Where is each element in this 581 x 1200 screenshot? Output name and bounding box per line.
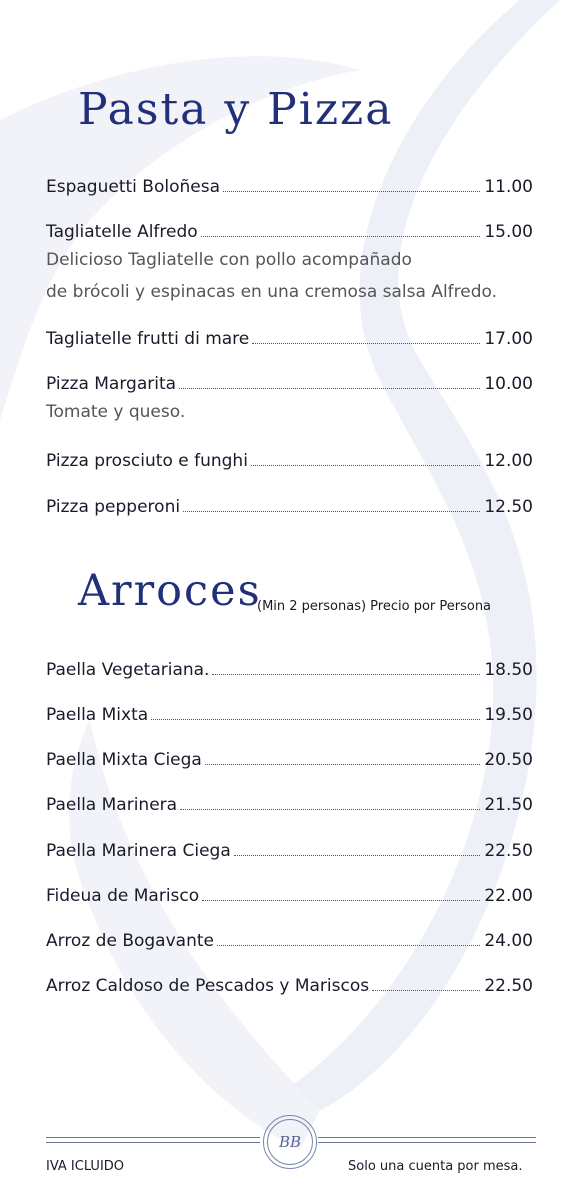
- item-name: Tagliatelle Alfredo: [46, 222, 198, 242]
- item-name: Pizza pepperoni: [46, 497, 181, 517]
- leader-dots: [205, 764, 480, 765]
- item-price: 18.50: [484, 660, 533, 680]
- leader-dots: [252, 343, 480, 344]
- item-name: Paella Mixta Ciega: [46, 750, 202, 770]
- item-name: Paella Mixta: [46, 705, 149, 725]
- leader-dots: [217, 945, 480, 946]
- leader-dots: [251, 465, 480, 466]
- item-price: 12.00: [484, 451, 533, 471]
- item-price: 22.50: [484, 841, 533, 861]
- section-title-pasta: Pasta y Pizza: [78, 84, 394, 135]
- menu-item: [46, 369, 533, 395]
- item-name: Tagliatelle frutti di mare: [46, 329, 250, 349]
- menu-item: [46, 324, 533, 350]
- item-price: 24.00: [484, 931, 533, 951]
- footer-divider-left: [46, 1142, 260, 1143]
- item-name: Pizza prosciuto e funghi: [46, 451, 248, 471]
- leader-dots: [372, 990, 480, 991]
- item-price: 17.00: [484, 329, 533, 349]
- item-description: Delicioso Tagliatelle con pollo acompañado: [46, 250, 412, 270]
- item-price: 12.50: [484, 497, 533, 517]
- menu-item: [46, 217, 533, 243]
- menu-item: [46, 881, 533, 907]
- item-name: Pizza Margarita: [46, 374, 177, 394]
- item-price: 20.50: [484, 750, 533, 770]
- item-name: Arroz Caldoso de Pescados y Mariscos: [46, 976, 370, 996]
- item-name: Arroz de Bogavante: [46, 931, 214, 951]
- leader-dots: [183, 511, 480, 512]
- item-price: 15.00: [484, 222, 533, 242]
- item-price: 19.50: [484, 705, 533, 725]
- footer-tax-note: IVA ICLUIDO: [46, 1159, 125, 1174]
- item-name: Fideua de Marisco: [46, 886, 200, 906]
- item-price: 21.50: [484, 795, 533, 815]
- item-name: Paella Marinera: [46, 795, 178, 815]
- footer-divider-left: [46, 1137, 260, 1138]
- item-name: Paella Marinera Ciega: [46, 841, 231, 861]
- item-description: de brócoli y espinacas en una cremosa salsa Alfredo.: [46, 282, 498, 302]
- section-subtitle: (Min 2 personas) Precio por Persona: [257, 599, 492, 614]
- leader-dots: [234, 855, 481, 856]
- leader-dots: [212, 674, 480, 675]
- item-price: 10.00: [484, 374, 533, 394]
- section-title-arroces: Arroces: [78, 566, 262, 616]
- leader-dots: [151, 719, 480, 720]
- menu-item: [46, 745, 533, 771]
- item-price: 11.00: [484, 177, 533, 197]
- item-name: Espaguetti Boloñesa: [46, 177, 220, 197]
- logo-emblem: [263, 1115, 317, 1169]
- menu-item: [46, 492, 533, 518]
- menu-item: [46, 926, 533, 952]
- leader-dots: [223, 191, 480, 192]
- menu-item: [46, 700, 533, 726]
- leader-dots: [180, 809, 480, 810]
- item-price: 22.00: [484, 886, 533, 906]
- menu-item: [46, 971, 533, 997]
- menu-item: [46, 446, 533, 472]
- footer-divider-right: [318, 1142, 536, 1143]
- menu-item: [46, 172, 533, 198]
- menu-item: [46, 790, 533, 816]
- leader-dots: [179, 388, 480, 389]
- menu-item: [46, 655, 533, 681]
- footer-bill-note: Solo una cuenta por mesa.: [348, 1159, 523, 1174]
- item-name: Paella Vegetariana.: [46, 660, 210, 680]
- item-price: 22.50: [484, 976, 533, 996]
- leader-dots: [202, 900, 480, 901]
- leader-dots: [201, 236, 481, 237]
- footer-divider-right: [318, 1137, 536, 1138]
- item-description: Tomate y queso.: [46, 402, 186, 422]
- menu-item: [46, 836, 533, 862]
- logo-monogram: BB: [267, 1119, 313, 1165]
